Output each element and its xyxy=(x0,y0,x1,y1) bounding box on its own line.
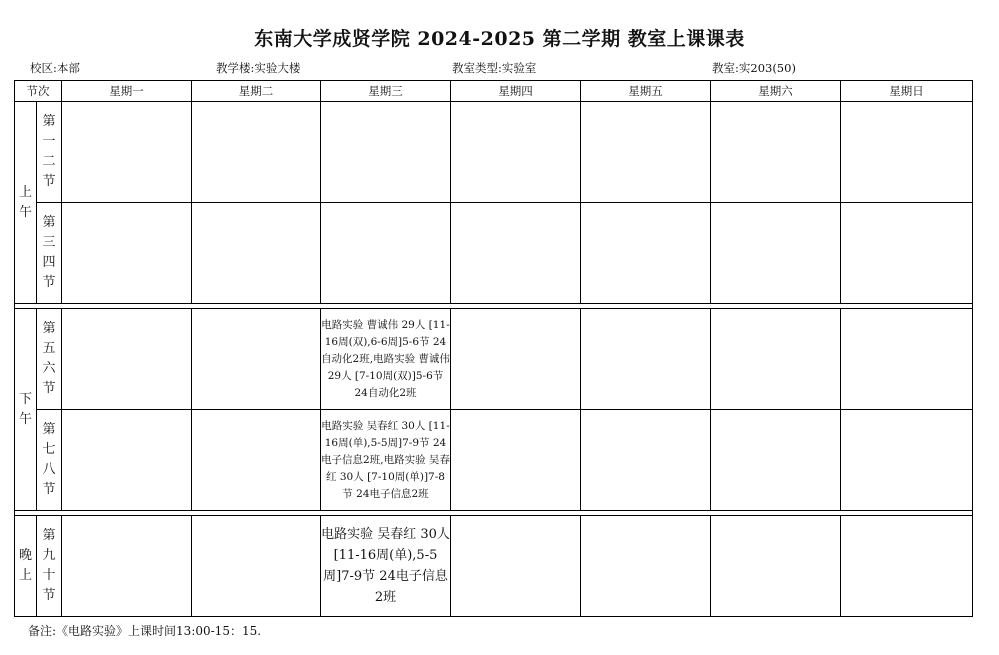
cell-sun-p34 xyxy=(841,203,973,304)
cell-sat-p12 xyxy=(711,102,841,203)
cell-fri-p12 xyxy=(581,102,711,203)
campus-label: 校区:本部 xyxy=(30,61,80,75)
cell-wed-p56: 电路实验 曹诚伟 29人 [11-16周(双),6-6周]5-6节 24自动化2班,电路实验 曹诚伟 29人 [7-10周(双)]5-6节 24自动化2班 xyxy=(321,309,451,410)
cell-tue-p78 xyxy=(192,410,321,511)
header-day-thu: 星期四 xyxy=(451,81,581,102)
cell-fri-p34 xyxy=(581,203,711,304)
room-label: 教室:实203(50) xyxy=(712,61,796,75)
cell-sun-p910 xyxy=(841,516,973,617)
section-evening: 晚 上 xyxy=(15,516,37,617)
cell-fri-p56 xyxy=(581,309,711,410)
section-morning: 上 午 xyxy=(15,102,37,304)
cell-mon-p910 xyxy=(62,516,192,617)
section-afternoon: 下 午 xyxy=(15,309,37,511)
cell-sat-p910 xyxy=(711,516,841,617)
cell-wed-p910: 电路实验 吴春红 30人 [11-16周(单),5-5周]7-9节 24电子信息2班 xyxy=(321,516,451,617)
period-3-4: 第 三 四 节 xyxy=(37,203,62,304)
cell-mon-p34 xyxy=(62,203,192,304)
header-day-wed: 星期三 xyxy=(321,81,451,102)
cell-fri-p78 xyxy=(581,410,711,511)
header-day-tue: 星期二 xyxy=(192,81,321,102)
cell-tue-p910 xyxy=(192,516,321,617)
cell-sun-p12 xyxy=(841,102,973,203)
cell-sun-p78 xyxy=(841,410,973,511)
header-day-mon: 星期一 xyxy=(62,81,192,102)
footnote: 备注:《电路实验》上课时间13:00-15：15. xyxy=(28,624,262,638)
cell-tue-p12 xyxy=(192,102,321,203)
cell-thu-p910 xyxy=(451,516,581,617)
header-day-sun: 星期日 xyxy=(841,81,973,102)
cell-mon-p78 xyxy=(62,410,192,511)
cell-fri-p910 xyxy=(581,516,711,617)
timetable xyxy=(14,80,973,617)
cell-thu-p12 xyxy=(451,102,581,203)
period-9-10: 第 九 十 节 xyxy=(37,516,62,617)
page-title: 东南大学成贤学院 2024-2025 第二学期 教室上课课表 xyxy=(254,28,745,50)
cell-mon-p56 xyxy=(62,309,192,410)
header-period: 节次 xyxy=(15,81,62,102)
cell-thu-p56 xyxy=(451,309,581,410)
cell-sat-p56 xyxy=(711,309,841,410)
cell-thu-p34 xyxy=(451,203,581,304)
period-7-8: 第 七 八 节 xyxy=(37,410,62,511)
cell-mon-p12 xyxy=(62,102,192,203)
cell-wed-p12 xyxy=(321,102,451,203)
cell-wed-p78: 电路实验 吴春红 30人 [11-16周(单),5-5周]7-9节 24电子信息2班,电路实验 吴春红 30人 [7-10周(单)]7-8节 24电子信息2班 xyxy=(321,410,451,511)
cell-sat-p78 xyxy=(711,410,841,511)
cell-sat-p34 xyxy=(711,203,841,304)
header-day-fri: 星期五 xyxy=(581,81,711,102)
room-type-label: 教室类型:实验室 xyxy=(452,61,537,75)
cell-tue-p56 xyxy=(192,309,321,410)
period-5-6: 第 五 六 节 xyxy=(37,309,62,410)
period-1-2: 第 一 二 节 xyxy=(37,102,62,203)
cell-wed-p34 xyxy=(321,203,451,304)
cell-thu-p78 xyxy=(451,410,581,511)
cell-tue-p34 xyxy=(192,203,321,304)
cell-sun-p56 xyxy=(841,309,973,410)
building-label: 教学楼:实验大楼 xyxy=(216,61,301,75)
header-day-sat: 星期六 xyxy=(711,81,841,102)
